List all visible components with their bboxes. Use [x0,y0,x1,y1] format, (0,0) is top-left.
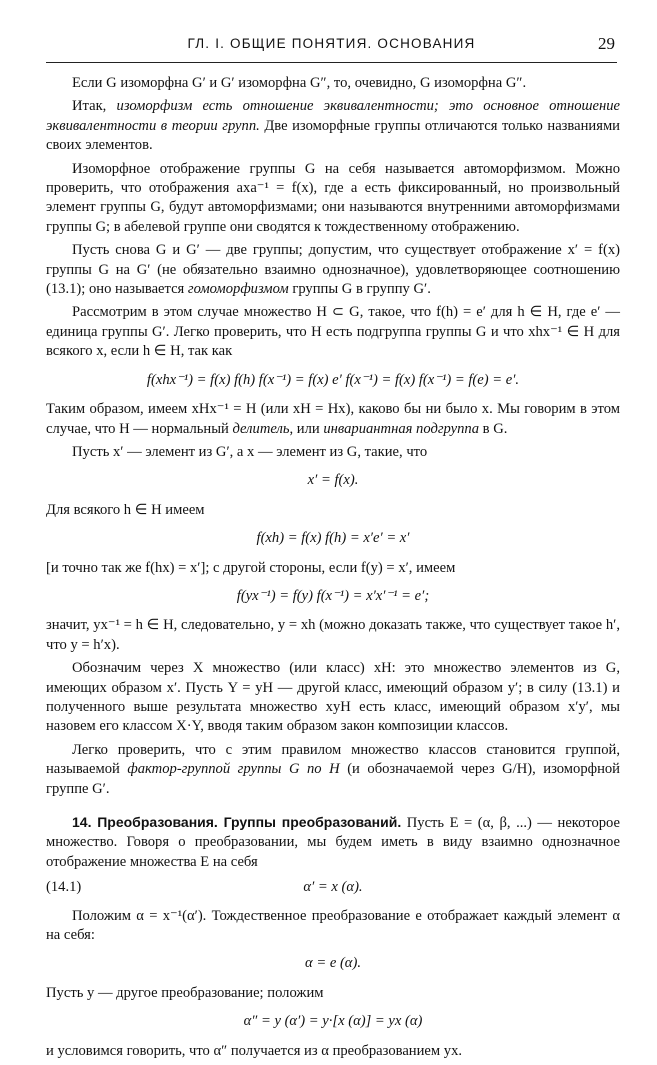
page-body [46,74,620,1065]
equation: α′ = x (α). [303,879,363,896]
equation: x′ = f(x). [307,472,359,489]
paragraph: Пусть x′ — элемент из G′, а x — элемент из G, такие, что [72,443,428,460]
paragraph: и условимся говорить, что α″ получается из α преобразованием yx. [46,1042,463,1059]
paragraph [46,400,620,439]
paragraph: Если G изоморфна G′ и G′ изоморфна G″, то, очевидно, G изоморфна G″. [72,75,527,91]
paragraph: Обозначим через X множество (или класс) xH: это множество элементов из G, имеющих образом x′. Пусть Y = yH — другой класс, имеющий образом y′; в силу (13.1) и полученного выше результата множество xyH есть класс, имеющий образом x′y′, мы назовем его классом X·Y, вводя таким образом закон композиции классов. [46,660,620,735]
emphasis: фактор-группой группы G по H [127,761,340,778]
running-header [46,36,617,63]
paragraph [46,741,620,799]
equation-label: (14.1) [46,879,82,896]
equation: f(xhx⁻¹) = f(x) f(h) f(x⁻¹) = f(x) e′ f(x⁻¹) = f(x) f(x⁻¹) = f(e) = e′. [146,371,520,388]
numbered-equation [46,878,620,897]
paragraph: значит, yx⁻¹ = h ∈ H, следовательно, y = xh (можно доказать также, что существует такое h′, что y = h′x). [46,617,620,653]
text-run: Две изоморфные группы отличаются только названиями своих элементов. [46,117,620,154]
paragraph: [и точно так же f(hx) = x′]; с другой стороны, если f(y) = x′, имеем [46,559,456,576]
text-run: Легко проверить, что с этим правилом множество классов становится группой, называемой [46,741,620,778]
emphasis: инвариантная подгруппа [323,420,480,437]
equation: α = e (α). [305,955,361,972]
section-heading: 14. Преобразования. Группы преобразований. [72,814,402,830]
text-run: Пусть снова G и G′ — две группы; допустим, что существует отображение x′ = f(x) группы G на G′ (не обязательно взаимно однозначное), удовлетворяющее соотношению (13.1); оно называется [46,242,620,298]
page-number: 29 [598,34,615,53]
text-run: Таким образом, имеем xHx⁻¹ = H (или xH = Hx), каково бы ни было x. Мы говорим в этом случае, что H — нормальный [46,401,620,437]
paragraph: Рассмотрим в этом случае множество H ⊂ G, такое, что f(h) = e′ для h ∈ H, где e′ — единица группы G′. Легко проверить, что H есть подгруппа группы G и что xhx⁻¹ ∈ H для всякого x, если h ∈ H, так как [46,304,620,360]
text-run: , или [289,420,324,437]
paragraph [46,241,620,299]
text-run: Итак, [72,98,117,115]
text-run: в G. [479,420,508,437]
equation: f(yx⁻¹) = f(y) f(x⁻¹) = x′x′⁻¹ = e′; [236,587,430,604]
emphasis: гомоморфизмом [187,281,289,298]
paragraph [46,97,620,155]
emphasis: изоморфизм есть отношение эквивалентности; это основное отношение эквивалентности в теории групп. [46,98,620,134]
text-run: Пусть E = (α, β, ...) — некоторое множество. Говоря о преобразовании, мы будем иметь в виду взаимно однозначное отображение множества E на себя [46,815,620,870]
text-run: (и обозначаемой через G/H), изоморфной группе G′. [46,761,620,797]
text-run: группы G в группу G′. [288,281,431,298]
chapter-title: ГЛ. I. ОБЩИЕ ПОНЯТИЯ. ОСНОВАНИЯ [187,36,476,51]
paragraph: Изоморфное отображение группы G на себя называется автоморфизмом. Можно проверить, что отображения axa⁻¹ = f(x), где a есть фиксированный, но произвольный элемент группы G, будут автоморфизмами; они называются внутренними автоморфизмами группы G; в абелевой группе они сводятся к тождественному отображению. [46,160,620,235]
paragraph: Положим α = x⁻¹(α′). Тождественное преобразование e отображает каждый элемент α на себя: [46,907,620,944]
section-paragraph [46,813,620,872]
equation: α″ = y (α′) = y·[x (α)] = yx (α) [243,1013,423,1030]
emphasis: делитель [232,420,290,437]
equation: f(xh) = f(x) f(h) = x′e′ = x′ [256,530,410,547]
paragraph: Для всякого h ∈ H имеем [46,501,205,518]
paragraph: Пусть y — другое преобразование; положим [46,984,324,1001]
